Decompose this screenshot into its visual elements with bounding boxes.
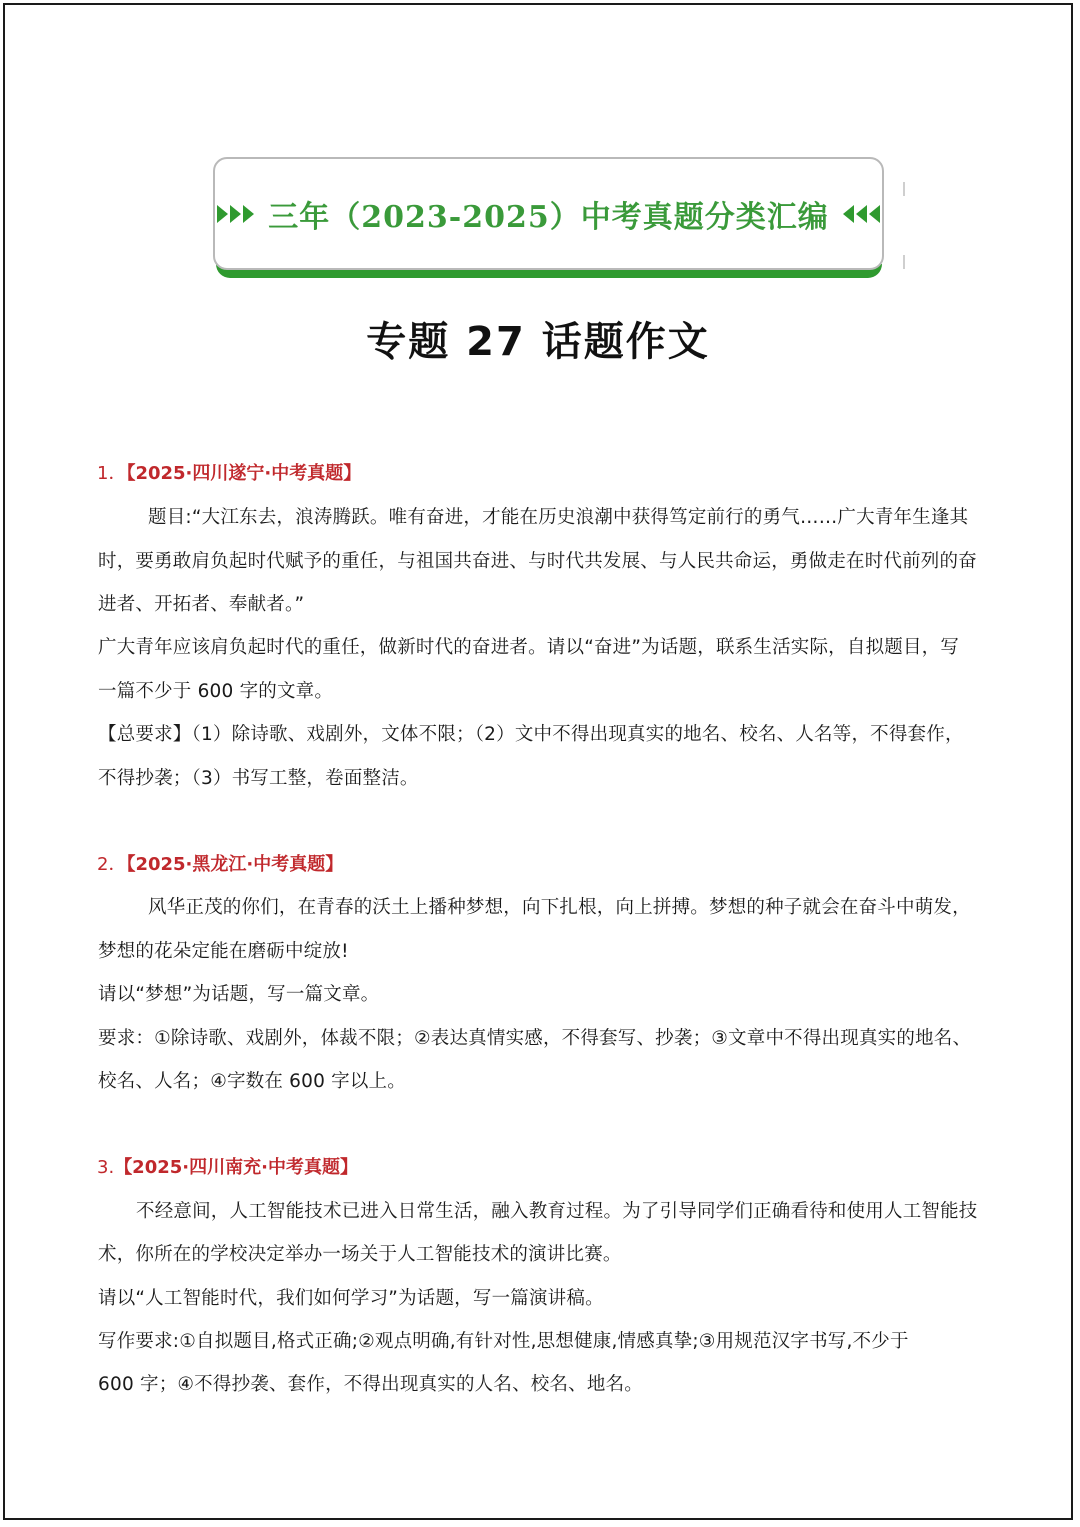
banner: [213, 157, 884, 270]
question-1-line: 不得抄袭；（3）书写工整，卷面整洁。: [98, 768, 419, 789]
question-1-line: 一篇不少于 600 字的文章。: [98, 681, 334, 702]
question-3-heading: [97, 1153, 358, 1179]
question-2-heading: [97, 850, 343, 876]
question-1-line: 时，要勇敢肩负起时代赋予的重任，与祖国共奋进、与时代共发展、与人民共命运，勇做走在时代前列的奋: [98, 551, 977, 572]
question-2-line: 请以“梦想”为话题，写一篇文章。: [98, 984, 380, 1005]
question-number: 2．: [97, 854, 127, 875]
question-1-line: 【总要求】（1）除诗歌、戏剧外，文体不限；（2）文中不得出现真实的地名、校名、人名等，不得套作，: [98, 724, 964, 745]
question-1-line: 进者、开拓者、奉献者。”: [98, 594, 305, 615]
question-1-line: 题目:“大江东去，浪涛腾跃。唯有奋进，才能在历史浪潮中获得笃定前行的勇气……广大青年生逢其: [148, 507, 969, 528]
question-source: 【2025·四川遂宁·中考真题】: [126, 463, 362, 484]
question-3-line: 不经意间，人工智能技术已进入日常生活，融入教育过程。为了引导同学们正确看待和使用人工智能技: [136, 1201, 978, 1222]
question-1-line: 广大青年应该肩负起时代的重任，做新时代的奋进者。请以“奋进”为话题，联系生活实际，自拟题目，写: [98, 637, 960, 658]
question-3-line: 请以“人工智能时代，我们如何学习”为话题，写一篇演讲稿。: [98, 1288, 604, 1309]
question-3-line: 600 字；④不得抄袭、套作，不得出现真实的人名、校名、地名。: [98, 1374, 643, 1395]
question-number: 3.: [97, 1157, 115, 1178]
question-2-line: 要求：①除诗歌、戏剧外，体裁不限；②表达真情实感，不得套写、抄袭；③文章中不得出现真实的地名、: [98, 1028, 972, 1049]
banner-side-tick: [903, 255, 905, 269]
left-arrows-icon: [843, 205, 880, 223]
right-arrows-icon: [217, 205, 254, 223]
question-source: 【2025·黑龙江·中考真题】: [126, 854, 344, 875]
question-2-line: 风华正茂的你们，在青春的沃土上播种梦想，向下扎根，向上拼搏。梦想的种子就会在奋斗中萌发，: [148, 897, 971, 918]
question-2-line: 校名、人名；④字数在 600 字以上。: [98, 1071, 406, 1092]
question-1-heading: [97, 459, 361, 485]
question-2-line: 梦想的花朵定能在磨砺中绽放!: [98, 941, 349, 962]
banner-side-tick: [903, 182, 905, 196]
question-3-line: 写作要求:①自拟题目,格式正确;②观点明确,有针对性,思想健康,情感真挚;③用规范汉字书写,不少于: [98, 1331, 909, 1352]
banner-text: 三年（2023-2025）中考真题分类汇编: [268, 199, 829, 235]
question-3-line: 术，你所在的学校决定举办一场关于人工智能技术的演讲比赛。: [98, 1244, 622, 1265]
question-number: 1．: [97, 463, 127, 484]
question-source: 【2025·四川南充·中考真题】: [114, 1157, 358, 1178]
page-title: 专题 27 话题作文: [366, 319, 710, 365]
